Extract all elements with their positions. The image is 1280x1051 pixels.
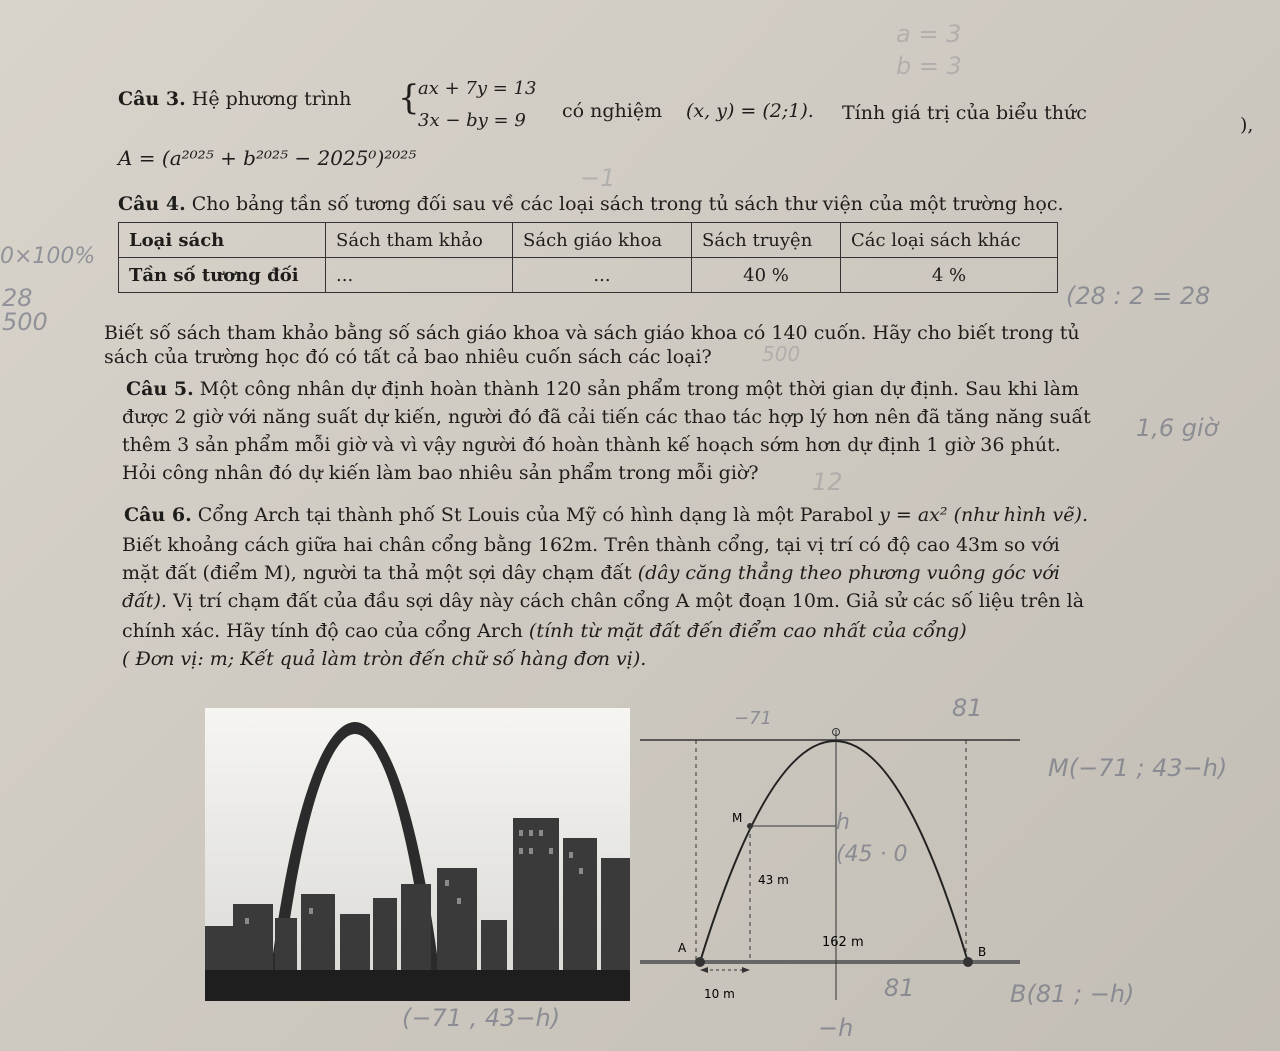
- table-cell: ...: [326, 258, 513, 293]
- hand-note: 1,6 giờ: [1136, 414, 1219, 442]
- label-162m: 162 m: [822, 935, 864, 950]
- frequency-table: [118, 222, 1058, 293]
- parabola-curve: [700, 741, 968, 962]
- table-header-cell: Sách giáo khoa: [513, 223, 692, 258]
- q4-line1: Biết số sách tham khảo bằng số sách giáo khoa và sách giáo khoa có 140 cuốn. Hãy cho biết trong tủ: [104, 322, 1080, 344]
- hand-note: B(81 ; −h): [1010, 980, 1135, 1008]
- table-header-cell: Các loại sách khác: [841, 223, 1058, 258]
- hand-note: (−71 , 43−h): [402, 1004, 561, 1032]
- q3-solution: (x, y) = (2;1).: [686, 100, 814, 122]
- q6-line5: [122, 620, 967, 642]
- table-header-cell: Loại sách: [119, 223, 326, 258]
- q5-line3: thêm 3 sản phẩm mỗi giờ và vì vậy người đó hoàn thành kế hoạch sớm hơn dự định 1 giờ 36 phút.: [122, 434, 1061, 456]
- label-a: A: [678, 941, 687, 955]
- q5-line1-wrap: [126, 378, 1079, 400]
- hand-note: a = 3: [896, 20, 962, 48]
- q4-label: Câu 4.: [118, 193, 186, 215]
- hand-note: 81: [952, 694, 983, 722]
- table-header-cell: Sách truyện: [692, 223, 841, 258]
- q6-line5a: chính xác. Hãy tính độ cao của cổng Arch: [122, 620, 523, 642]
- hand-note: −1: [580, 164, 616, 192]
- q6-line2: Biết khoảng cách giữa hai chân cổng bằng 162m. Trên thành cổng, tại vị trí có độ cao 43m so với: [122, 534, 1060, 556]
- point-a: [695, 957, 705, 967]
- q6-line3a: mặt đất (điểm M), người ta thả một sợi dây chạm đất: [122, 562, 632, 584]
- table-header-row: [119, 223, 1058, 258]
- hand-note: 81: [884, 974, 915, 1002]
- q4-intro-line: [118, 193, 1064, 215]
- q3-text-b: có nghiệm: [562, 100, 663, 122]
- hand-note: −h: [818, 1014, 854, 1042]
- q3-brace: {: [398, 78, 420, 118]
- table-header-cell: Sách tham khảo: [326, 223, 513, 258]
- q5-label: Câu 5.: [126, 378, 194, 400]
- q3-eq2: 3x − by = 9: [418, 110, 526, 131]
- q6-label: Câu 6.: [124, 504, 192, 526]
- label-m: M: [732, 811, 743, 825]
- hand-note: (45 · 0: [836, 842, 908, 867]
- q5-line1: Một công nhân dự định hoàn thành 120 sản phẩm trong một thời gian dự định. Sau khi làm: [199, 378, 1079, 400]
- q3-eq1: ax + 7y = 13: [418, 78, 537, 99]
- q6-line1c: (như hình vẽ).: [953, 504, 1088, 526]
- hand-note: h: [836, 810, 850, 835]
- arch-photo-drawing: [205, 708, 630, 1001]
- q3-line: [118, 88, 351, 110]
- table-row-label: Tần số tương đối: [119, 258, 326, 293]
- label-b: B: [978, 945, 987, 959]
- hand-note: M(−71 ; 43−h): [1048, 754, 1228, 782]
- q3-label: Câu 3.: [118, 88, 186, 110]
- q6-line3b: (dây căng thẳng theo phương vuông góc với: [637, 562, 1060, 584]
- arrow-right: [742, 967, 750, 973]
- label-10m: 10 m: [704, 987, 735, 1000]
- q6-line4a: đất).: [122, 590, 167, 612]
- table-cell: 40 %: [692, 258, 841, 293]
- table-cell: 4 %: [841, 258, 1058, 293]
- hand-note: 500: [2, 308, 48, 336]
- hand-note: 12: [812, 468, 843, 496]
- q3-text-a: Hệ phương trình: [191, 88, 352, 110]
- hand-note: b = 3: [896, 52, 962, 80]
- arrow-left: [700, 967, 708, 973]
- q3-paren-end: ),: [1240, 114, 1254, 136]
- q6-line6: ( Đơn vị: m; Kết quả làm tròn đến chữ số hàng đơn vị).: [122, 648, 647, 670]
- q5-line4: Hỏi công nhân đó dự kiến làm bao nhiêu sản phẩm trong mỗi giờ?: [122, 462, 759, 484]
- hand-note: 0×100%: [0, 244, 96, 269]
- q4-line2: sách của trường học đó có tất cả bao nhiêu cuốn sách các loại?: [104, 346, 712, 368]
- q6-line4b: Vị trí chạm đất của đầu sợi dây này cách chân cổng A một đoạn 10m. Giả sử các số liệu trên là: [172, 590, 1085, 612]
- arch-photo: [205, 708, 630, 1001]
- hand-note: −71: [734, 708, 772, 729]
- q6-line1a: Cổng Arch tại thành phố St Louis của Mỹ có hình dạng là một Parabol: [197, 504, 874, 526]
- q6-formula: y = ax²: [879, 504, 948, 526]
- point-m: [747, 823, 753, 829]
- q6-line3: [122, 562, 1060, 584]
- q6-line5b: (tính từ mặt đất đến điểm cao nhất của cổng): [528, 620, 967, 642]
- hand-note: 500: [762, 342, 801, 366]
- q3-formula: A = (a²⁰²⁵ + b²⁰²⁵ − 2025⁰)²⁰²⁵: [118, 146, 417, 170]
- table-cell: ...: [513, 258, 692, 293]
- q3-text-c: Tính giá trị của biểu thức: [842, 102, 1087, 124]
- table-row: [119, 258, 1058, 293]
- q6-line4: [122, 590, 1084, 612]
- label-43m: 43 m: [758, 873, 789, 887]
- q6-line1: [124, 504, 1088, 526]
- q4-intro: Cho bảng tần số tương đối sau về các loại sách trong tủ sách thư viện của một trường học.: [191, 193, 1064, 215]
- hand-note: (28 : 2 = 28: [1066, 282, 1211, 310]
- hand-note: 28: [2, 284, 33, 312]
- q5-line2: được 2 giờ với năng suất dự kiến, người đó đã cải tiến các thao tác hợp lý hơn nên đã tăng năng suất: [122, 406, 1091, 428]
- point-b: [963, 957, 973, 967]
